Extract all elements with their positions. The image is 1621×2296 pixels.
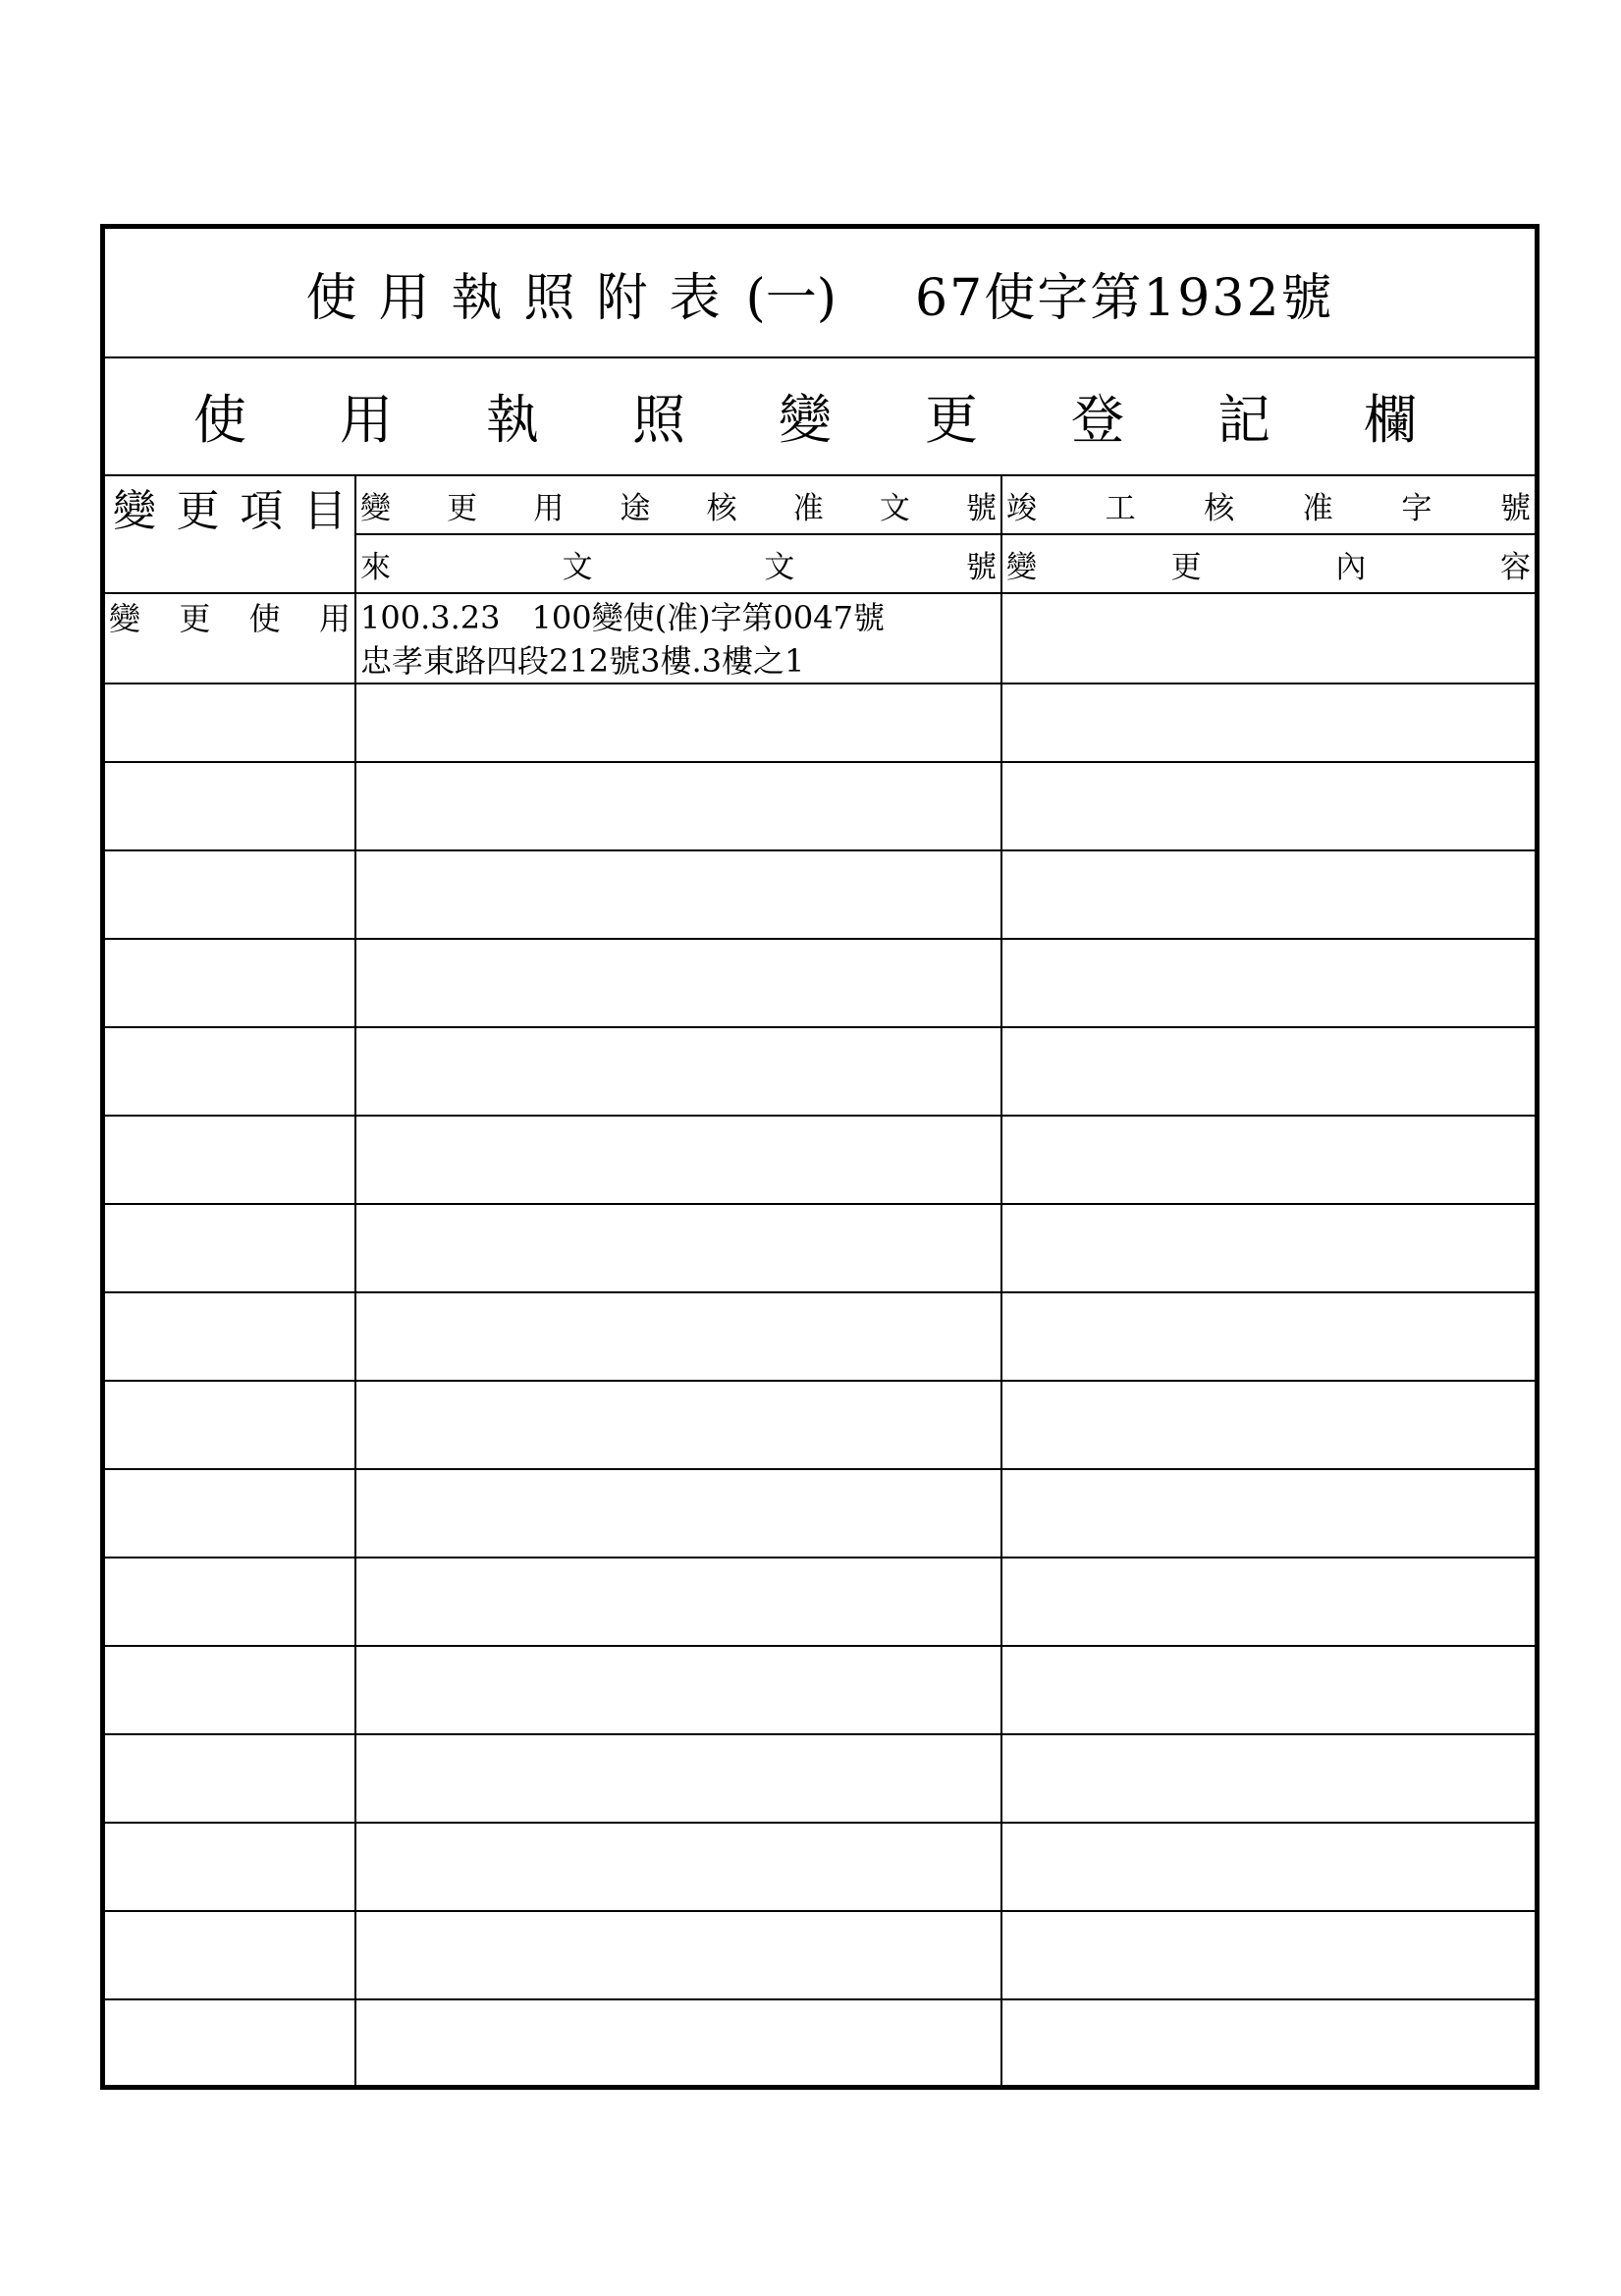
header-char: 文 (879, 490, 910, 526)
header-char: 來 (360, 549, 391, 585)
row-divider (105, 849, 1535, 851)
subtitle-char: 照 (632, 388, 685, 451)
row-divider (105, 1291, 1535, 1293)
header-char: 更 (176, 486, 220, 536)
header-change-content (1002, 535, 1535, 592)
row-divider (105, 1115, 1535, 1117)
row-divider (105, 1468, 1535, 1470)
subtitle-char: 登 (1071, 388, 1124, 451)
header-char: 變 (113, 486, 156, 536)
row-divider (105, 1998, 1535, 2000)
subtitle-char: 欄 (1364, 388, 1417, 451)
subtitle-char: 執 (486, 388, 539, 451)
header-char: 變 (1006, 549, 1037, 585)
header-char: 准 (792, 490, 824, 526)
title-text: 使用執照附表 (305, 268, 742, 328)
subtitle-char: 更 (925, 388, 978, 451)
entry-line-2: 忠孝東路四段212號3樓.3樓之1 (360, 642, 805, 680)
row-divider (105, 761, 1535, 763)
header-char: 字 (1401, 490, 1432, 526)
row-divider (105, 683, 1535, 684)
header-completion-no (1002, 476, 1535, 533)
entry-char: 使 (248, 600, 281, 637)
header-approval-doc-no (356, 476, 1000, 533)
row-divider (105, 1557, 1535, 1558)
entry-char: 用 (318, 600, 351, 637)
header-char: 更 (447, 490, 478, 526)
license-number: 67使字第1932號 (915, 268, 1334, 328)
subtitle-char: 記 (1217, 388, 1270, 451)
row-divider (105, 1026, 1535, 1028)
column-divider (354, 474, 356, 2085)
header-char: 號 (965, 490, 997, 526)
header-char: 號 (1499, 490, 1531, 526)
row-divider (105, 1203, 1535, 1205)
entry-char: 變 (109, 600, 141, 637)
row-divider (105, 1733, 1535, 1735)
header-change-item (105, 476, 354, 537)
header-char: 用 (533, 490, 565, 526)
header-char: 工 (1105, 490, 1136, 526)
header-char: 竣 (1006, 490, 1037, 526)
entry-line-1: 100.3.23 100變使(准)字第0047號 (360, 599, 885, 636)
row-divider (105, 1645, 1535, 1647)
row-divider (105, 938, 1535, 940)
subtitle-char: 用 (340, 388, 393, 451)
header-char: 目 (302, 486, 347, 536)
column-divider (1000, 474, 1002, 2085)
header-char: 號 (965, 549, 997, 585)
entry-item (105, 594, 354, 639)
header-char: 核 (706, 490, 737, 526)
row-divider (105, 1380, 1535, 1382)
header-char: 項 (240, 486, 284, 536)
row-divider (105, 1822, 1535, 1824)
section-subtitle (193, 356, 1417, 474)
header-char: 文 (764, 549, 795, 585)
license-attachment-form (100, 224, 1540, 2090)
header-incoming-doc-no (356, 535, 1000, 592)
header-char: 變 (360, 490, 391, 526)
subtitle-char: 使 (193, 388, 246, 451)
header-char: 容 (1499, 549, 1531, 585)
header-char: 文 (562, 549, 593, 585)
form-title (105, 229, 1535, 356)
header-char: 途 (620, 490, 651, 526)
header-char: 更 (1170, 549, 1202, 585)
subtitle-char: 變 (779, 388, 832, 451)
header-char: 准 (1302, 490, 1333, 526)
header-char: 核 (1204, 490, 1235, 526)
entry-char: 更 (179, 600, 211, 637)
header-char: 內 (1335, 549, 1367, 585)
row-divider (105, 1910, 1535, 1912)
title-paren: (一) (745, 268, 838, 328)
